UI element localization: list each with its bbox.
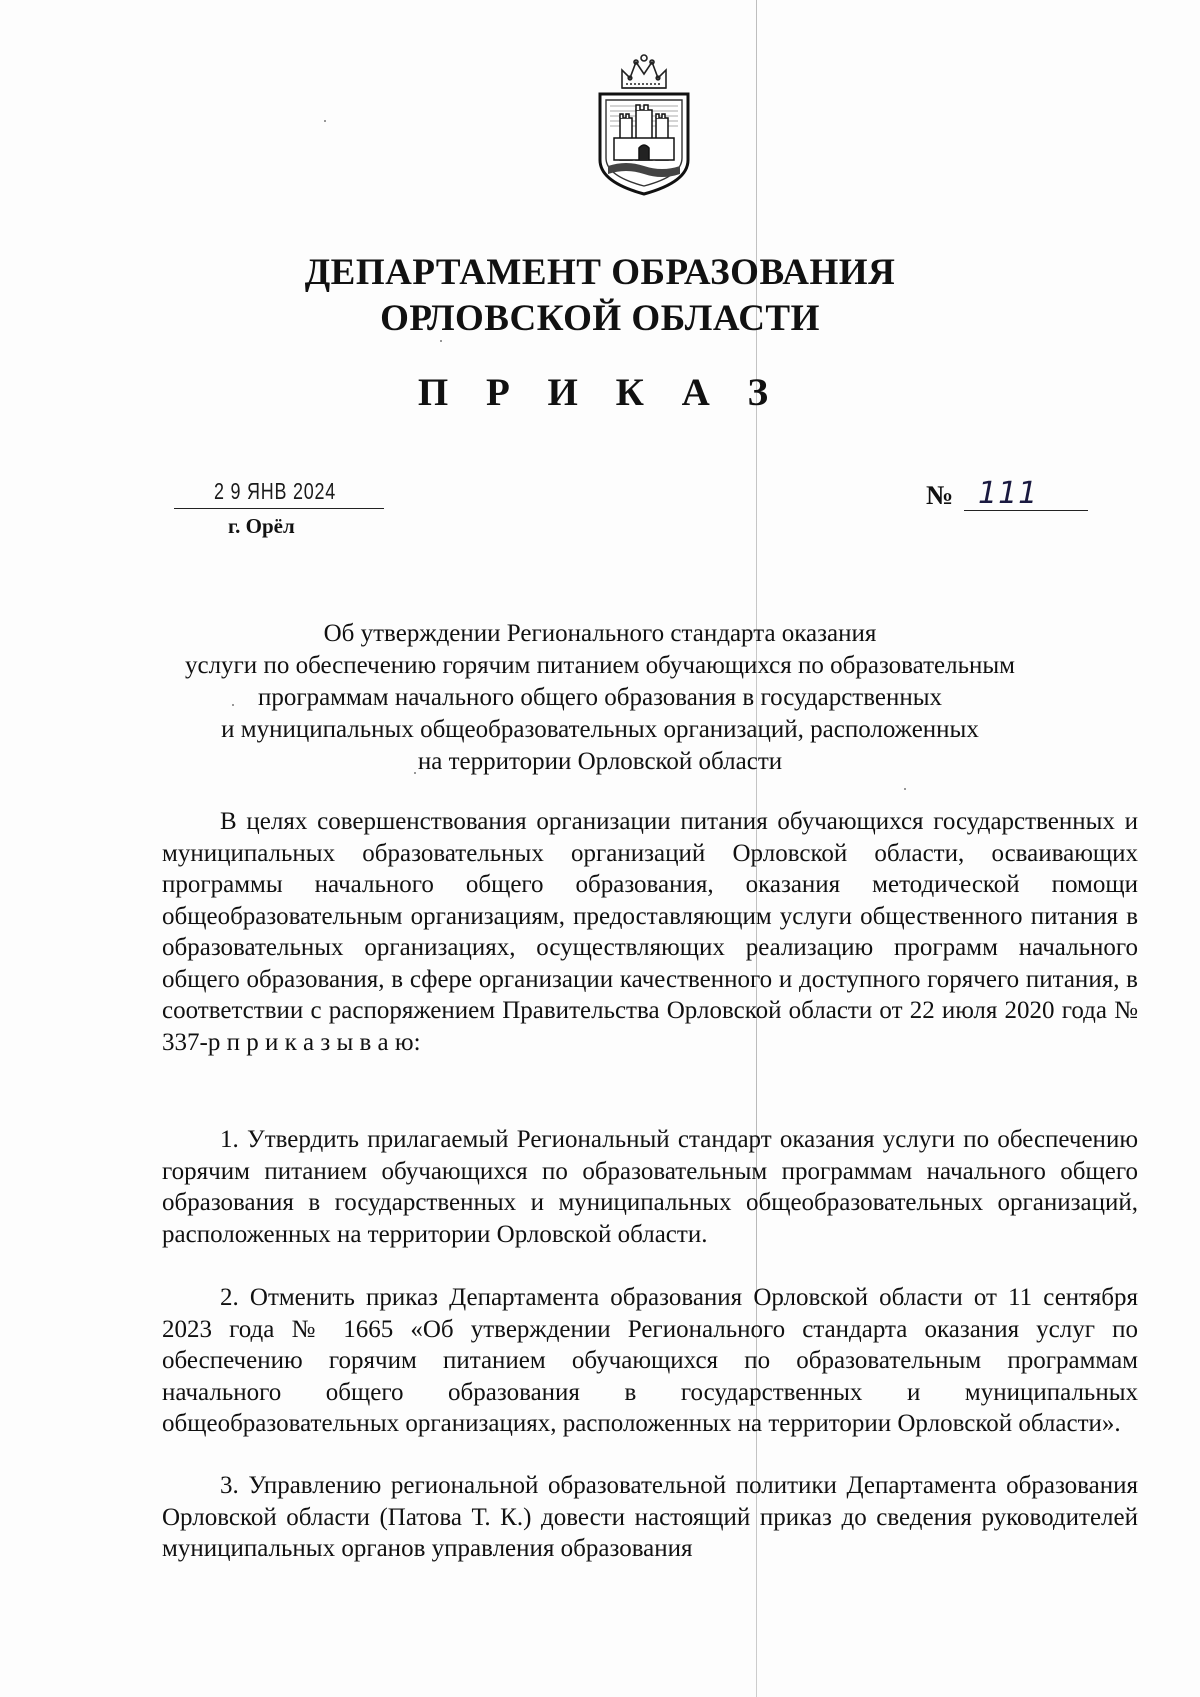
date-stamp: 2 9 ЯНВ 2024: [214, 478, 337, 504]
subject-line: на территории Орловской области: [417, 748, 783, 775]
subject-line: Об утверждении Регионального стандарта оказания: [323, 620, 877, 647]
subject-line: услуги по обеспечению горячим питанием обучающихся по образовательным: [184, 652, 1016, 679]
order-item-2: 2. Отменить приказ Департамента образования Орловской области от 11 сентября 2023 года № 1665 «Об утверждении Регионального стандарта оказания услуг по обеспечению горячим питанием обучающихся по образовательным программам начального общего образования в государственных и муниципальных общеобразовательных организациях, расположенных на территории Орловской области».: [162, 1284, 1138, 1437]
coat-of-arms-emblem: [592, 48, 696, 196]
scan-speck: [324, 120, 326, 122]
order-number: 111: [978, 476, 1039, 511]
subject-line: программам начального общего образования в государственных: [257, 684, 943, 711]
order-item-3: 3. Управлению региональной образовательной политики Департамента образования Орловской области (Патова Т. К.) довести настоящий приказ до сведения руководителей муниципальных органов управления образования: [162, 1472, 1138, 1562]
preamble-paragraph: В целях совершенствования организации питания обучающихся государственных и муниципальных образовательных организаций Орловской области, осваивающих программы начального общего образования, оказания методической помощи общеобразовательным организациям, предоставляющим услуги общественного питания в образовательных организациях, осуществляющих реализацию программ начального общего образования, в сфере организации качественного и доступного горячего питания, в соответствии с распоряжением Правительства Орловской области от 22 июля 2020 года № 337-р п р и к а з ы в а ю:: [162, 808, 1138, 1056]
scan-speck: [440, 340, 442, 342]
scan-speck: [232, 704, 234, 706]
subject-line: и муниципальных общеобразовательных организаций, расположенных: [221, 716, 979, 743]
number-field: [964, 476, 1088, 511]
scan-speck: [414, 772, 416, 774]
document-kind-title: П Р И К А З: [417, 371, 783, 414]
org-name-line1: ДЕПАРТАМЕНТ ОБРАЗОВАНИЯ: [304, 252, 896, 293]
number-label: №: [926, 480, 954, 510]
city-label: г. Орёл: [228, 514, 295, 538]
order-item-1: 1. Утвердить прилагаемый Региональный стандарт оказания услуги по обеспечению горячим питанием обучающихся по образовательным программам начального общего образования в государственных и муниципальных общеобразовательных организаций, расположенных на территории Орловской области.: [162, 1126, 1138, 1248]
org-name-line2: ОРЛОВСКОЙ ОБЛАСТИ: [380, 298, 820, 339]
scan-speck: [904, 788, 906, 790]
order-subject: [150, 618, 1050, 778]
date-field: [174, 478, 384, 509]
